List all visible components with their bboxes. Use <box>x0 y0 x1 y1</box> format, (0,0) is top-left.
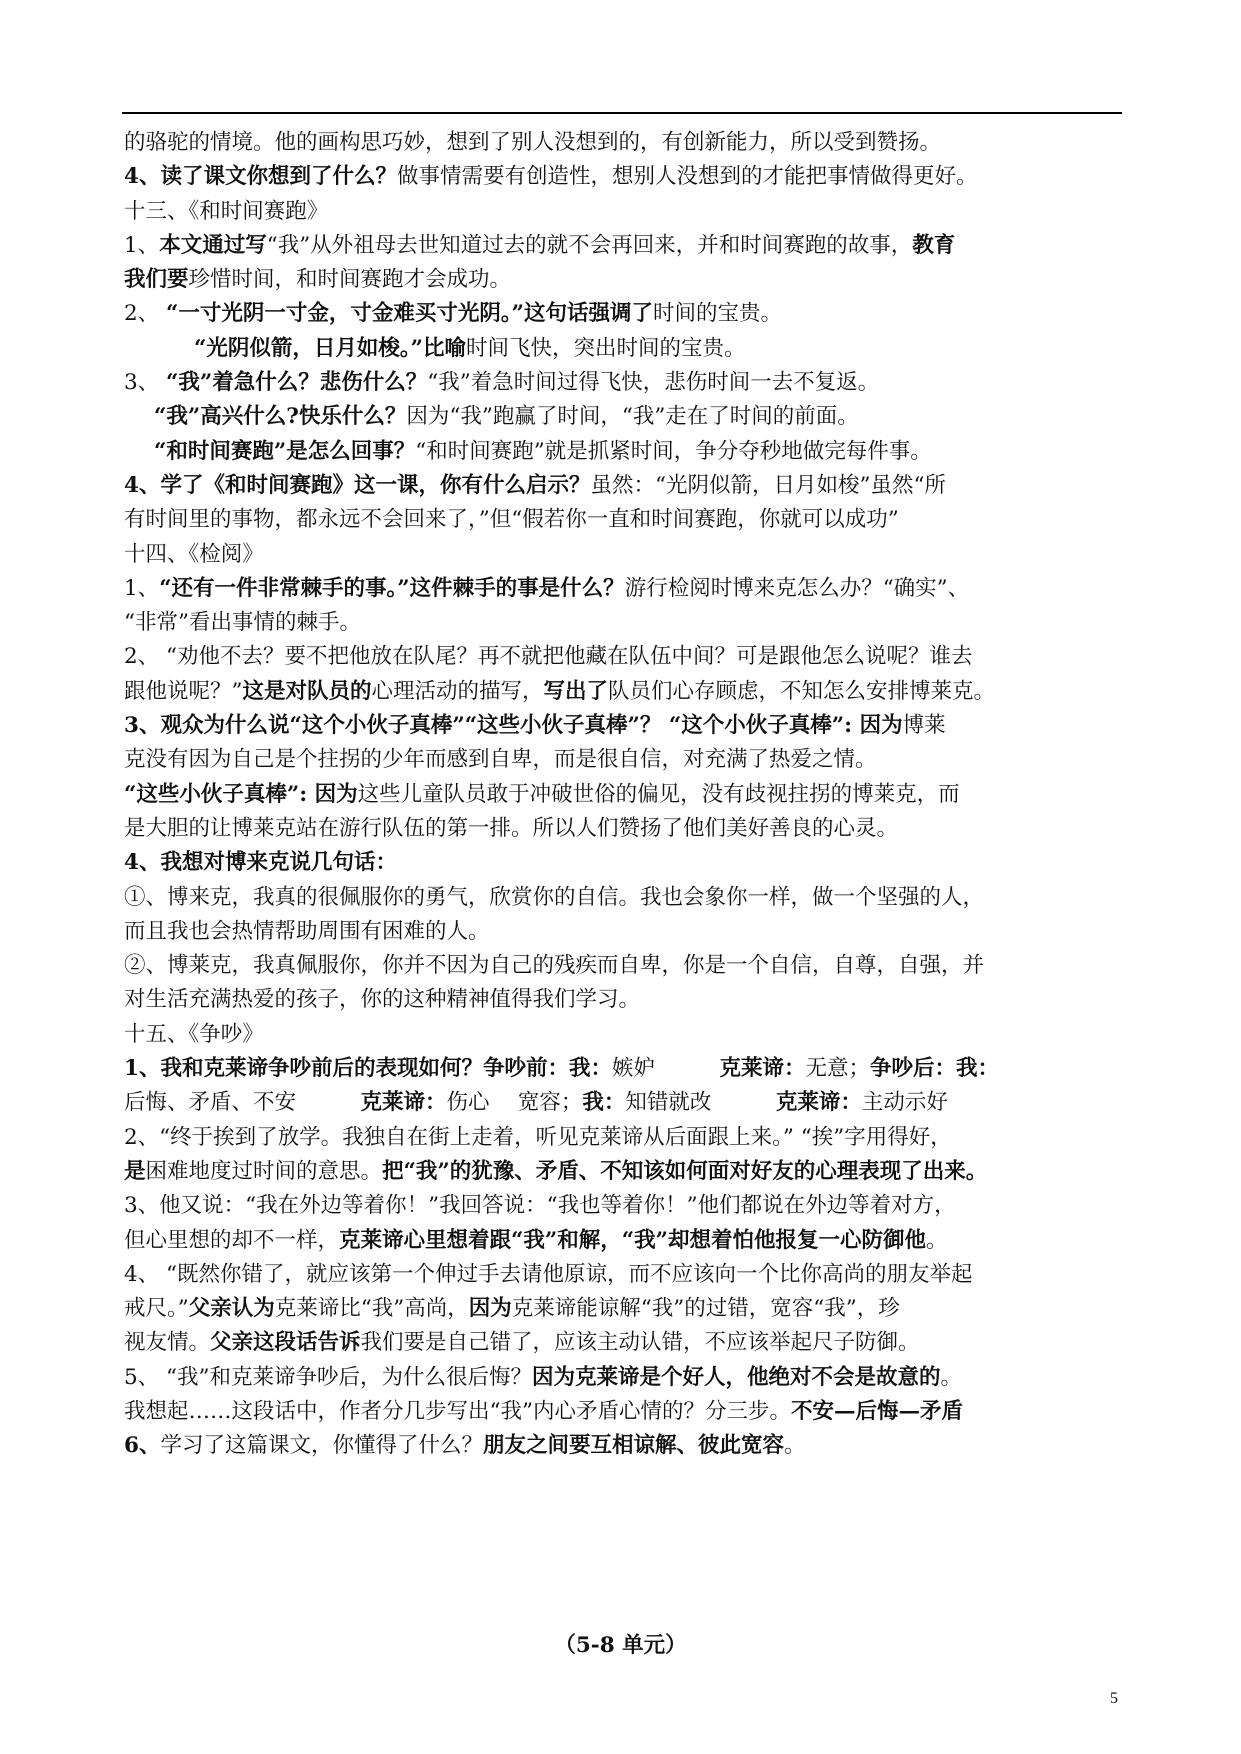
bold-segment: 父亲认为 <box>188 1296 275 1322</box>
text-segment: 我们要是自己错了，应该主动认错，不应该举起尺子防御。 <box>360 1330 920 1356</box>
text-segment: “非常”看出事情的棘手。 <box>124 610 361 636</box>
bold-segment: 写出了 <box>543 678 609 704</box>
text-segment: 心理活动的描写， <box>371 678 544 704</box>
bold-segment: 是 <box>124 1158 146 1184</box>
text-segment: 。 <box>784 1433 806 1459</box>
text-segment: 知错就改 <box>625 1090 776 1116</box>
bold-segment: 争吵后：我： <box>870 1056 1000 1082</box>
bold-segment: 我： <box>582 1090 626 1116</box>
bold-segment: 这是对队员的 <box>242 678 372 704</box>
bold-segment: 克莱谛： <box>360 1090 447 1116</box>
text-segment: “和时间赛跑”就是抓紧时间，争分夺秒地做完每件事。 <box>415 438 932 464</box>
text-segment: 5、 “我”和克莱谛争吵后，为什么很后悔？ <box>124 1364 532 1390</box>
text-line <box>124 332 1124 366</box>
text-segment: 跟他说呢？” <box>124 678 243 704</box>
text-segment: 做事情需要有创造性，想别人没想到的才能把事情做得更好。 <box>396 164 978 190</box>
text-segment: 戒尺。” <box>124 1296 189 1322</box>
text-segment: 十三、《和时间赛跑》 <box>124 198 329 224</box>
text-segment: 是大胆的让博莱克站在游行队伍的第一排。所以人们赞扬了他们美好善良的心灵。 <box>124 815 899 841</box>
text-line <box>124 1224 1124 1258</box>
text-line <box>124 709 1124 743</box>
header-rule <box>122 112 1122 114</box>
text-line <box>124 949 1124 983</box>
text-line <box>124 435 1124 469</box>
text-segment: 4、 “既然你错了，就应该第一个伸过手去请他原谅，而不应该向一个比你高尚的朋友举起 <box>124 1261 973 1287</box>
text-segment: 珍惜时间，和时间赛跑才会成功。 <box>188 267 512 293</box>
text-segment: 2、 <box>124 301 167 327</box>
text-line <box>124 1326 1124 1360</box>
bold-segment: “光阴似箭，日月如梭。”比喻 <box>194 335 466 361</box>
text-segment: “我”着急时间过得飞快，悲伤时间一去不复返。 <box>427 370 880 396</box>
text-segment: 有时间里的事物，都永远不会回来了，”但“假若你一直和时间赛跑，你就可以成功” <box>124 507 899 533</box>
text-line <box>124 983 1124 1017</box>
text-line <box>124 1018 1124 1052</box>
text-line <box>124 1086 1124 1120</box>
text-segment: 但心里想的却不一样， <box>124 1227 340 1253</box>
text-line <box>124 743 1124 777</box>
text-segment: 博莱 <box>902 713 946 739</box>
text-line <box>124 469 1124 503</box>
text-segment: ①、博来克，我真的很佩服你的勇气，欣赏你的自信。我也会象你一样，做一个坚强的人， <box>124 884 985 910</box>
bold-segment: 6、 <box>124 1433 161 1459</box>
text-line <box>124 1361 1124 1395</box>
bold-segment: 4、读了课文你想到了什么？ <box>124 164 397 190</box>
text-line <box>124 1429 1124 1463</box>
text-line <box>124 606 1124 640</box>
bold-segment: 不安—后悔—矛盾 <box>791 1398 964 1424</box>
text-line <box>124 263 1124 297</box>
text-segment: 时间的宝贵。 <box>653 301 783 327</box>
text-line <box>124 846 1124 880</box>
text-segment: ②、博莱克，我真佩服你，你并不因为自己的残疾而自卑，你是一个自信，自尊，自强，并 <box>124 953 985 979</box>
text-line <box>124 915 1124 949</box>
bold-segment: 1、我和克莱谛争吵前后的表现如何？争吵前：我： <box>124 1056 612 1082</box>
text-segment: 1、 <box>124 575 160 601</box>
text-line <box>124 1395 1124 1429</box>
text-segment: 而且我也会热情帮助周围有困难的人。 <box>124 918 490 944</box>
unit-label: （5-8 单元） <box>554 1633 687 1658</box>
text-segment: 嫉妒 <box>611 1056 720 1082</box>
bold-segment: 本文通过写 <box>159 232 267 258</box>
text-segment: 2、“终于挨到了放学。我独自在街上走着，听见克莱谛从后面跟上来。” “挨”字用得好， <box>124 1124 952 1150</box>
text-line <box>124 503 1124 537</box>
text-segment: 克没有因为自己是个拄拐的少年而感到自卑，而是很自信，对充满了热爱之情。 <box>124 747 877 773</box>
bold-segment: “一寸光阴一寸金，寸金难买寸光阴。”这句话强调了 <box>166 301 654 327</box>
text-segment: 时间飞快，突出时间的宝贵。 <box>466 335 746 361</box>
bold-segment: “这些小伙子真棒”: 因为 <box>124 781 358 807</box>
text-segment: 虽然：“光阴似箭，日月如梭”虽然“所 <box>590 472 946 498</box>
text-segment: 主动示好 <box>861 1090 948 1116</box>
text-line <box>124 1121 1124 1155</box>
bold-segment: 把“我”的犹豫、矛盾、不知该如何面对好友的心理表现了出来。 <box>382 1158 988 1184</box>
text-line <box>124 1292 1124 1326</box>
text-line <box>124 366 1124 400</box>
bold-segment: “还有一件非常棘手的事。”这件棘手的事是什么？ <box>159 575 625 601</box>
text-segment: 后悔、矛盾、不安 <box>124 1090 361 1116</box>
text-segment: 困难地度过时间的意思。 <box>145 1158 383 1184</box>
bold-segment: “和时间赛跑”是怎么回事？ <box>154 438 416 464</box>
text-segment: 学习了这篇课文，你懂得了什么？ <box>160 1433 483 1459</box>
text-line <box>124 572 1124 606</box>
text-line <box>124 195 1124 229</box>
text-segment: 。 <box>926 1227 948 1253</box>
bold-segment: 因为克莱谛是个好人，他绝对不会是故意的 <box>532 1364 941 1390</box>
page-number: 5 <box>1110 1690 1118 1707</box>
text-segment: 3、他又说：“我在外边等着你！”我回答说：“我也等着你！”他们都说在外边等着对方， <box>124 1193 956 1219</box>
unit-label-wrap <box>0 1628 1241 1659</box>
text-line <box>124 538 1124 572</box>
text-line <box>124 778 1124 812</box>
text-line <box>124 1258 1124 1292</box>
text-segment: 2、 “劝他不去？要不把他放在队尾？再不就把他藏在队伍中间？可是跟他怎么说呢？谁去 <box>124 644 973 670</box>
text-line <box>124 812 1124 846</box>
text-line <box>124 126 1124 160</box>
text-line <box>124 675 1124 709</box>
text-segment: 克莱谛比“我”高尚， <box>274 1296 469 1322</box>
text-segment: 因为“我”跑赢了时间，“我”走在了时间的前面。 <box>406 404 859 430</box>
text-line <box>124 881 1124 915</box>
bold-segment: 教育 <box>912 232 956 258</box>
bold-segment: 克莱谛： <box>775 1090 862 1116</box>
bold-segment: “我”高兴什么?快乐什么？ <box>154 404 407 430</box>
text-segment: 游行检阅时博来克怎么办？“确实”、 <box>624 575 970 601</box>
text-line <box>124 1189 1124 1223</box>
text-line <box>124 400 1124 434</box>
bold-segment: 克莱谛： <box>719 1056 806 1082</box>
text-segment: 这些儿童队员敢于冲破世俗的偏见，没有歧视拄拐的博莱克，而 <box>357 781 960 807</box>
bold-segment: 朋友之间要互相谅解、彼此宽容 <box>482 1433 784 1459</box>
text-segment: 3、 <box>124 370 167 396</box>
text-segment: 无意； <box>805 1056 871 1082</box>
bold-segment: 4、我想对博来克说几句话： <box>124 850 397 876</box>
text-segment: “我”从外祖母去世知道过去的就不会再回来，并和时间赛跑的故事， <box>266 232 913 258</box>
text-segment: 。 <box>940 1364 963 1390</box>
bold-segment: 我们要 <box>124 267 189 293</box>
bold-segment: 父亲这段话告诉 <box>210 1330 361 1356</box>
text-segment: 的骆驼的情境。他的画构思巧妙，想到了别人没想到的，有创新能力，所以受到赞扬。 <box>124 130 942 155</box>
text-line <box>124 160 1124 194</box>
text-segment: 队员们心存顾虑，不知怎么安排博莱克。 <box>608 678 996 704</box>
text-segment: 伤心 宽容； <box>446 1090 583 1116</box>
text-line <box>124 640 1124 674</box>
text-segment: 1、 <box>124 232 160 258</box>
text-line <box>124 229 1124 263</box>
body-text <box>124 126 1124 1464</box>
bold-segment: 克莱谛心里想着跟“我”和解，“我”却想着怕他报复一心防御他 <box>339 1227 926 1253</box>
text-segment: 十五、《争吵》 <box>124 1021 264 1047</box>
bold-segment: 3、观众为什么说“这个小伙子真棒”“这些小伙子真棒”？ “这个小伙子真棒”: 因为 <box>124 713 903 739</box>
text-segment: 对生活充满热爱的孩子，你的这种精神值得我们学习。 <box>124 987 641 1013</box>
text-line <box>124 1052 1124 1086</box>
bold-segment: 4、学了《和时间赛跑》这一课，你有什么启示？ <box>124 472 591 498</box>
text-line <box>124 1155 1124 1189</box>
text-segment: 我想起……这段话中，作者分几步写出“我”内心矛盾心情的？分三步。 <box>124 1398 791 1424</box>
bold-segment: 因为 <box>468 1296 512 1322</box>
text-segment: 克莱谛能谅解“我”的过错，宽容“我”，珍 <box>511 1296 900 1322</box>
text-segment: 视友情。 <box>124 1330 211 1356</box>
text-line <box>124 297 1124 331</box>
bold-segment: “我”着急什么？悲伤什么？ <box>166 370 428 396</box>
text-segment: 十四、《检阅》 <box>124 541 264 567</box>
